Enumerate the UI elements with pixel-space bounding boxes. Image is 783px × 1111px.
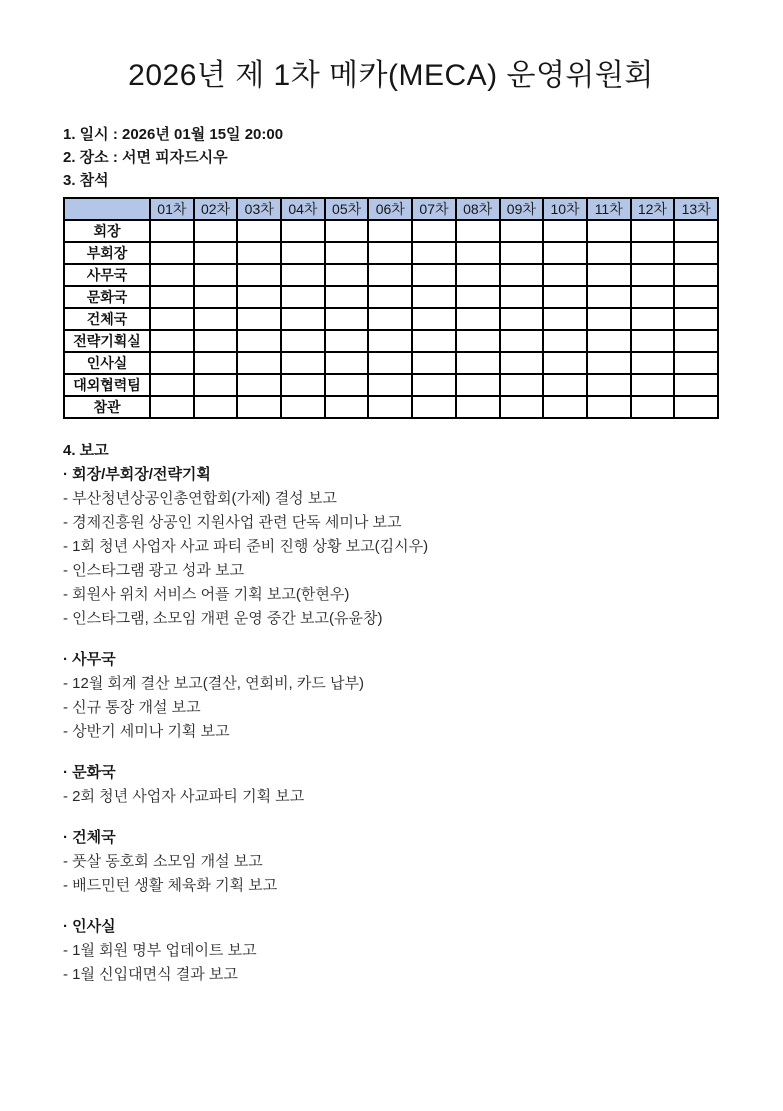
attendance-row [64,220,718,242]
attendance-cell [368,286,412,308]
attendance-cell [237,308,281,330]
attendance-row [64,374,718,396]
report-item: - 경제진흥원 상공인 지원사업 관련 단독 세미나 보고 [63,514,402,531]
attendance-cell [456,220,500,242]
attendance-table-body [64,220,718,418]
attendance-row-label: 대외협력팀 [64,374,150,396]
attendance-cell [500,242,544,264]
attendance-row [64,308,718,330]
attendance-column-header: 11차 [587,198,631,220]
attendance-cell [500,264,544,286]
attendance-cell [587,286,631,308]
report-heading: 4. 보고 [63,442,109,459]
attendance-cell [325,374,369,396]
report-groups [63,463,719,987]
attendance-cell [500,374,544,396]
attendance-cell [543,330,587,352]
attendance-cell [587,264,631,286]
attendance-row-label: 문화국 [64,286,150,308]
attendance-row [64,396,718,418]
meta-line-attendance: 3. 참석 [63,172,109,189]
report-item: - 1월 신입대면식 결과 보고 [63,966,238,983]
attendance-cell [500,352,544,374]
attendance-cell [412,220,456,242]
attendance-cell [368,330,412,352]
attendance-cell [237,286,281,308]
attendance-cell [150,220,194,242]
attendance-header-row [64,198,718,220]
attendance-cell [631,264,675,286]
meta-section [63,123,719,192]
report-group [63,463,719,631]
attendance-cell [631,286,675,308]
attendance-cell [674,396,718,418]
attendance-cell [456,308,500,330]
attendance-column-header: 03차 [237,198,281,220]
attendance-column-header: 05차 [325,198,369,220]
attendance-cell [412,396,456,418]
attendance-cell [543,308,587,330]
attendance-cell [368,308,412,330]
attendance-cell [412,330,456,352]
attendance-cell [281,242,325,264]
report-group [63,826,719,898]
attendance-cell [150,374,194,396]
attendance-row-label: 참관 [64,396,150,418]
report-item: - 1회 청년 사업자 사교 파티 준비 진행 상황 보고(김시우) [63,538,429,555]
attendance-cell [237,220,281,242]
attendance-cell [368,396,412,418]
attendance-column-header: 06차 [368,198,412,220]
report-item: - 신규 통장 개설 보고 [63,699,201,716]
attendance-cell [281,264,325,286]
attendance-cell [194,374,238,396]
report-item: - 2회 청년 사업자 사교파티 기획 보고 [63,788,305,805]
attendance-cell [150,286,194,308]
report-item: - 풋살 동호회 소모임 개설 보고 [63,853,263,870]
attendance-cell [325,396,369,418]
attendance-row-label: 사무국 [64,264,150,286]
attendance-cell [412,352,456,374]
attendance-cell [368,264,412,286]
attendance-cell [281,220,325,242]
report-item: - 회원사 위치 서비스 어플 기획 보고(한현우) [63,586,350,603]
attendance-cell [281,374,325,396]
attendance-cell [500,330,544,352]
attendance-cell [674,352,718,374]
attendance-column-header: 02차 [194,198,238,220]
attendance-cell [500,308,544,330]
attendance-cell [325,242,369,264]
attendance-cell [456,396,500,418]
attendance-cell [456,330,500,352]
attendance-cell [631,308,675,330]
attendance-cell [500,286,544,308]
attendance-cell [281,308,325,330]
attendance-cell [456,374,500,396]
attendance-cell [631,330,675,352]
attendance-cell [500,220,544,242]
report-item: - 인스타그램, 소모임 개편 운영 중간 보고(유윤창) [63,610,383,627]
attendance-cell [281,330,325,352]
attendance-cell [587,308,631,330]
report-group-title: · 문화국 [63,764,116,781]
attendance-cell [456,242,500,264]
attendance-cell [674,264,718,286]
attendance-column-header: 10차 [543,198,587,220]
report-group [63,648,719,744]
attendance-cell [674,374,718,396]
attendance-cell [587,220,631,242]
attendance-column-header: 08차 [456,198,500,220]
attendance-cell [325,264,369,286]
report-item: - 배드민턴 생활 체육화 기획 보고 [63,877,278,894]
attendance-cell [237,374,281,396]
attendance-row-label: 건체국 [64,308,150,330]
attendance-cell [674,220,718,242]
attendance-column-header: 12차 [631,198,675,220]
attendance-cell [194,330,238,352]
report-item: - 상반기 세미나 기획 보고 [63,723,230,740]
attendance-cell [368,374,412,396]
meta-line-datetime: 1. 일시 : 2026년 01월 15일 20:00 [63,126,284,143]
attendance-table-head [64,198,718,220]
attendance-cell [543,242,587,264]
attendance-cell [325,308,369,330]
attendance-row [64,264,718,286]
attendance-cell [150,308,194,330]
attendance-cell [194,264,238,286]
attendance-cell [543,352,587,374]
report-group-title: · 사무국 [63,651,116,668]
attendance-row [64,286,718,308]
attendance-cell [325,220,369,242]
attendance-cell [631,220,675,242]
meta-line-place: 2. 장소 : 서면 피자드시우 [63,149,228,166]
attendance-cell [368,220,412,242]
report-group-title: · 회장/부회장/전략기획 [63,466,211,483]
report-group-title: · 인사실 [63,918,116,935]
attendance-corner-cell [64,198,150,220]
attendance-cell [150,242,194,264]
report-group-title: · 건체국 [63,829,116,846]
attendance-cell [150,330,194,352]
report-item: - 12월 회계 결산 보고(결산, 연회비, 카드 납부) [63,675,365,692]
attendance-cell [543,286,587,308]
attendance-cell [194,396,238,418]
attendance-row-label: 인사실 [64,352,150,374]
attendance-cell [412,308,456,330]
attendance-cell [368,352,412,374]
attendance-cell [587,330,631,352]
attendance-cell [543,264,587,286]
attendance-table [63,197,719,419]
attendance-cell [368,242,412,264]
attendance-cell [587,396,631,418]
attendance-cell [325,330,369,352]
attendance-column-header: 09차 [500,198,544,220]
report-item: - 1월 회원 명부 업데이트 보고 [63,942,257,959]
attendance-cell [150,396,194,418]
attendance-cell [412,264,456,286]
attendance-cell [543,396,587,418]
attendance-cell [674,330,718,352]
attendance-row [64,352,718,374]
report-group [63,915,719,987]
attendance-cell [194,286,238,308]
attendance-cell [456,264,500,286]
attendance-cell [587,242,631,264]
attendance-cell [150,352,194,374]
attendance-cell [194,242,238,264]
attendance-cell [281,396,325,418]
attendance-cell [456,286,500,308]
attendance-cell [237,396,281,418]
attendance-cell [587,374,631,396]
report-section [63,439,719,987]
attendance-cell [674,242,718,264]
attendance-cell [631,374,675,396]
attendance-column-header: 04차 [281,198,325,220]
attendance-cell [281,352,325,374]
attendance-cell [631,242,675,264]
attendance-cell [412,374,456,396]
report-item: - 인스타그램 광고 성과 보고 [63,562,245,579]
attendance-row-label: 전략기획실 [64,330,150,352]
attendance-cell [194,308,238,330]
attendance-cell [500,396,544,418]
attendance-cell [412,286,456,308]
attendance-row [64,330,718,352]
attendance-cell [281,286,325,308]
attendance-cell [237,352,281,374]
attendance-cell [194,352,238,374]
attendance-cell [237,264,281,286]
attendance-row-label: 부회장 [64,242,150,264]
report-item: - 부산청년상공인총연합회(가제) 결성 보고 [63,490,337,507]
attendance-cell [237,330,281,352]
attendance-cell [237,242,281,264]
attendance-cell [587,352,631,374]
attendance-cell [325,286,369,308]
attendance-cell [674,308,718,330]
attendance-cell [412,242,456,264]
attendance-cell [631,352,675,374]
attendance-column-header: 01차 [150,198,194,220]
attendance-column-header: 13차 [674,198,718,220]
attendance-row [64,242,718,264]
attendance-row-label: 회장 [64,220,150,242]
attendance-column-header: 07차 [412,198,456,220]
attendance-cell [150,264,194,286]
attendance-cell [543,374,587,396]
report-group [63,761,719,809]
attendance-cell [631,396,675,418]
attendance-cell [543,220,587,242]
attendance-cell [194,220,238,242]
attendance-cell [325,352,369,374]
document-title: 2026년 제 1차 메카(MECA) 운영위원회 [128,59,654,92]
attendance-cell [456,352,500,374]
attendance-cell [674,286,718,308]
